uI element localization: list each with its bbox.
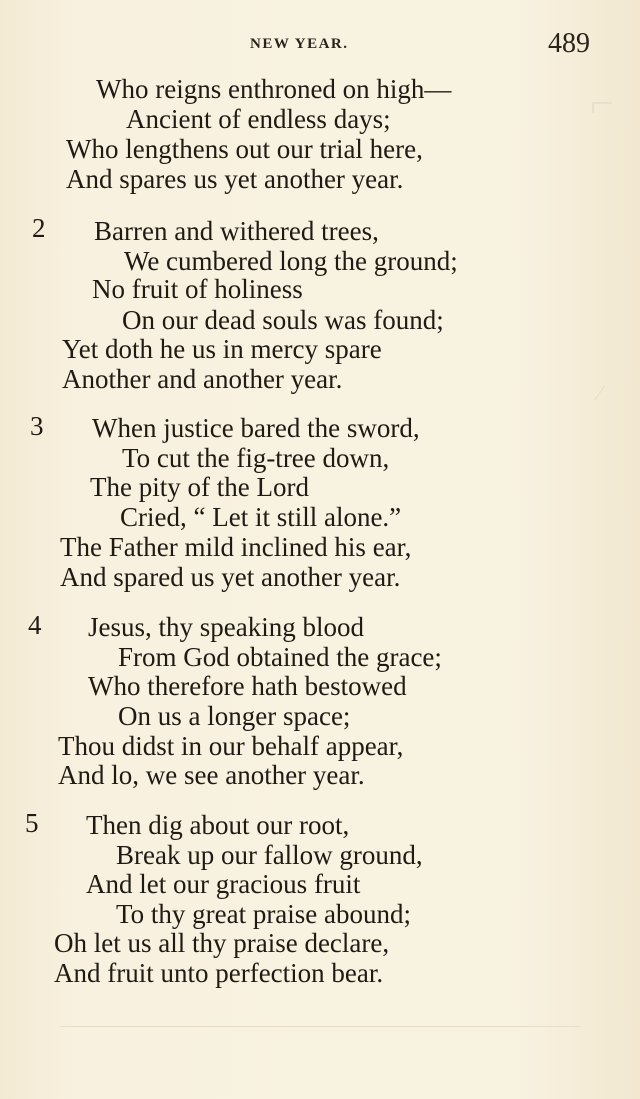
stanza-4-line-2: From God obtained the grace; (118, 642, 442, 672)
stanza-3-number: 3 (30, 411, 44, 441)
stanza-4-number: 4 (28, 610, 42, 640)
stanza-5-line-2: Break up our fallow ground, (116, 840, 423, 870)
stanza-2-line-4: On our dead souls was found; (122, 305, 444, 335)
stanza-5-line-3: And let our gracious fruit (86, 869, 361, 899)
stanza-4-line-6: And lo, we see another year. (58, 760, 365, 790)
bleed-through-mark: ⌐ (590, 81, 614, 127)
stanza-4-line-4: On us a longer space; (118, 701, 351, 731)
stanza-1-line-2: Ancient of endless days; (126, 104, 391, 134)
stanza-3-line-6: And spared us yet another year. (60, 562, 401, 592)
stanza-4-line-1: Jesus, thy speaking blood (88, 612, 364, 642)
stanza-5-line-6: And fruit unto perfection bear. (54, 958, 384, 988)
stanza-3-line-3: The pity of the Lord (90, 472, 309, 502)
page-number: 489 (548, 28, 590, 59)
stanza-2-line-5: Yet doth he us in mercy spare (62, 334, 382, 364)
running-title: NEW YEAR. (250, 36, 349, 52)
stanza-1-line-4: And spares us yet another year. (66, 164, 404, 194)
stanza-5-line-4: To thy great praise abound; (116, 899, 412, 929)
stanza-2-number: 2 (32, 213, 46, 243)
stanza-3-line-2: To cut the fig-tree down, (122, 443, 390, 473)
bleed-through-mark: ⁄ (598, 380, 602, 405)
stanza-3-line-5: The Father mild inclined his ear, (60, 532, 412, 562)
stanza-1-line-1: Who reigns enthroned on high— (96, 74, 452, 104)
stanza-3-line-4: Cried, “ Let it still alone.” (120, 502, 402, 532)
stanza-2-line-1: Barren and withered trees, (94, 216, 379, 246)
stanza-1-line-3: Who lengthens out our trial here, (66, 134, 423, 164)
stanza-2-line-3: No fruit of holiness (92, 274, 303, 304)
stanza-4-line-3: Who therefore hath bestowed (88, 671, 407, 701)
stanza-5-number: 5 (25, 808, 39, 838)
stanza-5-line-5: Oh let us all thy praise declare, (54, 928, 390, 958)
stanza-2-line-2: We cumbered long the ground; (124, 246, 458, 276)
stanza-3-line-1: When justice bared the sword, (92, 413, 420, 443)
page-bottom-rule (60, 1026, 580, 1027)
stanza-5-line-1: Then dig about our root, (86, 810, 350, 840)
stanza-2-line-6: Another and another year. (62, 364, 343, 394)
stanza-4-line-5: Thou didst in our behalf appear, (58, 731, 404, 761)
